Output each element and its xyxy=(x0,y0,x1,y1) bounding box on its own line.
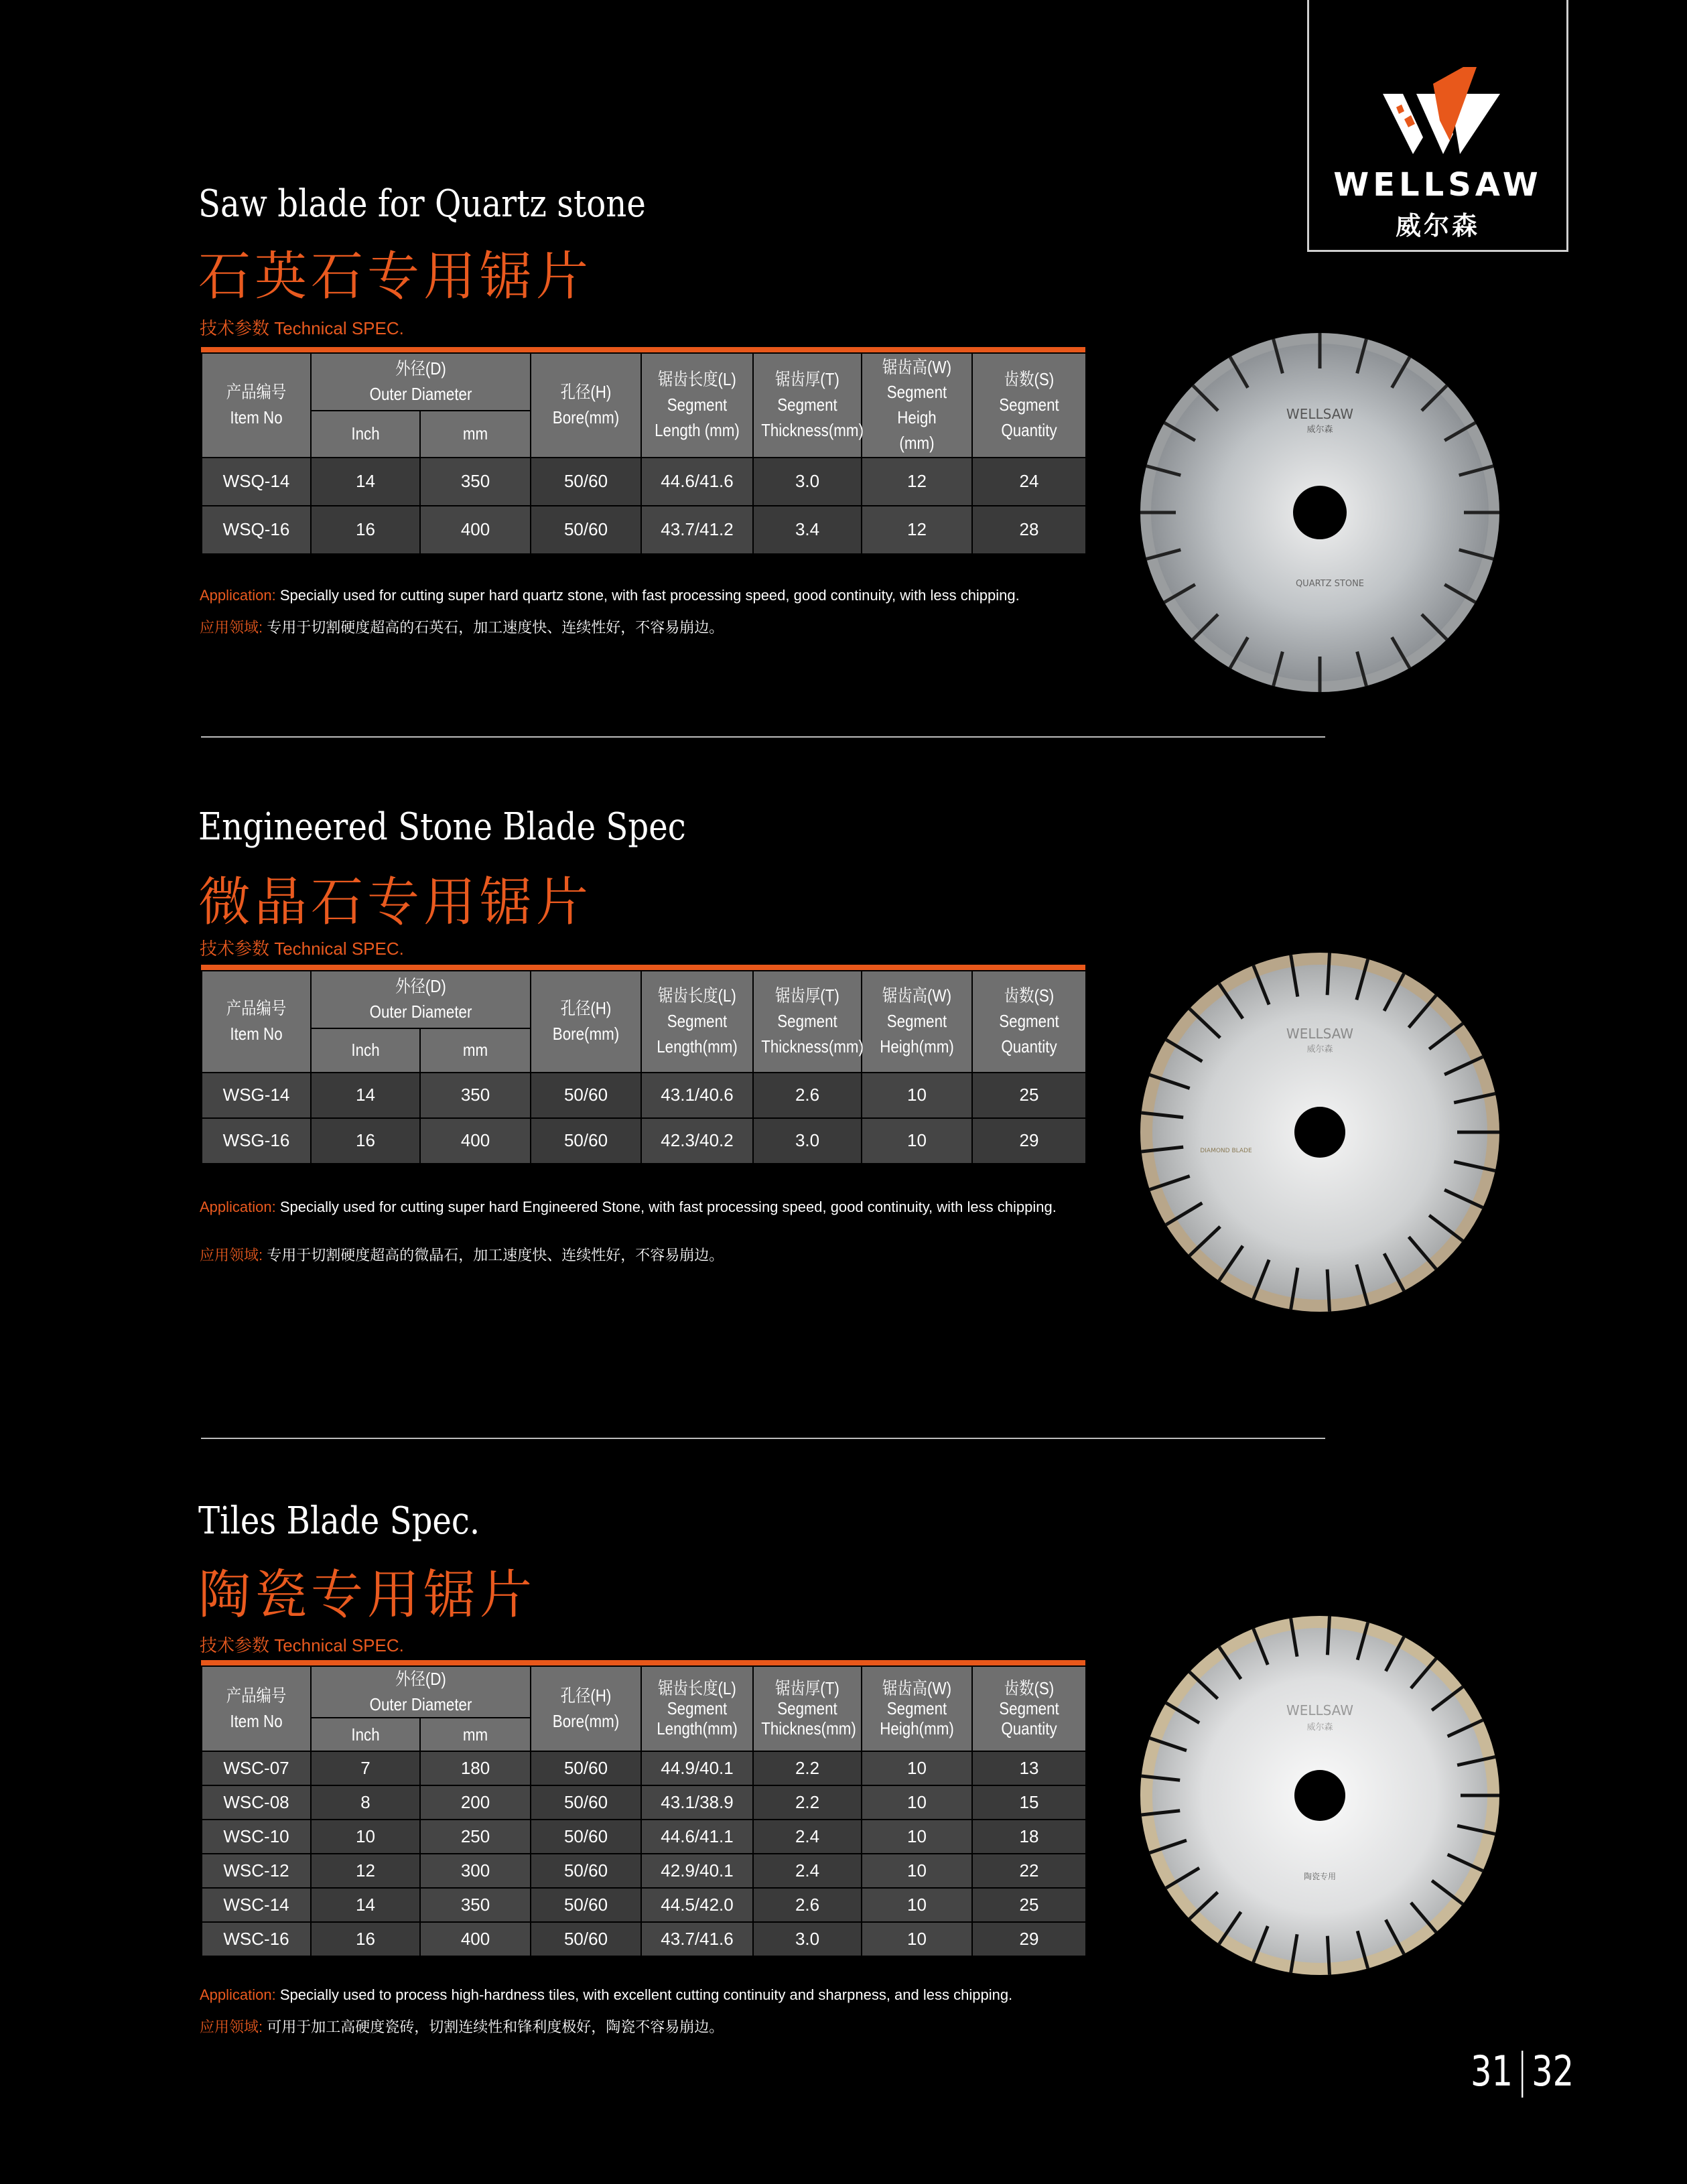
cell-thickness: 3.0 xyxy=(753,1118,862,1164)
header-segment-height: 锯齿高(W) Segment Heigh(mm) xyxy=(862,971,972,1073)
cell-item-no: WSC-07 xyxy=(202,1751,311,1785)
cell-mm: 350 xyxy=(420,458,531,506)
header-inch: Inch xyxy=(311,1028,420,1073)
header-segment-quantity: 齿数(S) Segment Quantity xyxy=(972,1666,1086,1751)
header-outer-diameter: 外径(D) Outer Diameter xyxy=(311,353,531,411)
section-title-en: Tiles Blade Spec. xyxy=(198,1499,480,1543)
cell-bore: 50/60 xyxy=(531,1751,641,1785)
cell-mm: 300 xyxy=(420,1854,531,1888)
brand-name-cn: 威尔森 xyxy=(1395,211,1480,241)
cell-item-no: WSC-14 xyxy=(202,1888,311,1922)
quartz-saw-blade-image xyxy=(1139,332,1501,693)
blade-brand-cn: 威尔森 xyxy=(1306,425,1333,435)
cell-length: 42.9/40.1 xyxy=(641,1854,753,1888)
cell-inch: 14 xyxy=(311,1888,420,1922)
header-mm: mm xyxy=(420,1718,531,1751)
blade-segment-slot xyxy=(1327,1270,1329,1312)
section-title-cn: 微晶石专用锯片 xyxy=(198,872,593,933)
header-segment-length: 锯齿长度(L) Segment Length(mm) xyxy=(641,1666,753,1751)
cell-thickness: 3.0 xyxy=(753,458,862,506)
cell-length: 43.7/41.2 xyxy=(641,506,753,554)
wellsaw-logo-icon xyxy=(1376,60,1503,161)
cell-height: 10 xyxy=(862,1118,972,1164)
page-number-right: 32 xyxy=(1532,2047,1574,2096)
table-row xyxy=(202,1751,1086,1785)
header-bore: 孔径(H) Bore(mm) xyxy=(531,971,641,1073)
application-en: Application: Specially used for cutting super hard quartz stone, with fast processing speed, good continuity, with less chipping. xyxy=(200,587,1020,604)
page-number-left: 31 xyxy=(1471,2047,1513,2096)
cell-quantity: 18 xyxy=(972,1820,1086,1854)
spec-table-quartz xyxy=(201,347,1085,555)
cell-inch: 16 xyxy=(311,1118,420,1164)
header-segment-length: 锯齿长度(L) Segment Length (mm) xyxy=(641,353,753,458)
cell-length: 44.6/41.1 xyxy=(641,1820,753,1854)
cell-inch: 7 xyxy=(311,1751,420,1785)
cell-quantity: 13 xyxy=(972,1751,1086,1785)
spec-label: 技术参数 Technical SPEC. xyxy=(200,318,404,338)
cell-length: 44.9/40.1 xyxy=(641,1751,753,1785)
cell-mm: 400 xyxy=(420,1118,531,1164)
header-segment-height: 锯齿高(W) Segment Heigh (mm) xyxy=(862,353,972,458)
brand-logo xyxy=(1307,0,1568,252)
blade-segment-slot xyxy=(1327,1936,1329,1975)
table-row xyxy=(202,506,1086,554)
cell-height: 10 xyxy=(862,1820,972,1854)
blade-brand: WELLSAW xyxy=(1286,1702,1354,1718)
header-item-no: 产品编号 Item No xyxy=(202,353,311,458)
cell-item-no: WSG-14 xyxy=(202,1073,311,1118)
cell-inch: 10 xyxy=(311,1820,420,1854)
application-cn: 应用领域: 专用于切割硬度超高的石英石，加工速度快、连续性好，不容易崩边。 xyxy=(200,619,724,636)
application-en: Application: Specially used to process high-hardness tiles, with excellent cutting continuity and sharpness, and less chipping. xyxy=(200,1986,1013,2003)
cell-height: 12 xyxy=(862,458,972,506)
table-row xyxy=(202,1854,1086,1888)
cell-thickness: 3.4 xyxy=(753,506,862,554)
cell-bore: 50/60 xyxy=(531,1820,641,1854)
header-mm: mm xyxy=(420,411,531,458)
cell-thickness: 2.2 xyxy=(753,1751,862,1785)
header-inch: Inch xyxy=(311,1718,420,1751)
cell-inch: 8 xyxy=(311,1785,420,1820)
table-row xyxy=(202,1922,1086,1956)
table-row xyxy=(202,1073,1086,1118)
cell-height: 10 xyxy=(862,1785,972,1820)
blade-brand: WELLSAW xyxy=(1286,1026,1354,1042)
cell-height: 10 xyxy=(862,1073,972,1118)
cell-quantity: 29 xyxy=(972,1118,1086,1164)
section-title-cn: 石英石专用锯片 xyxy=(198,247,593,307)
cell-mm: 200 xyxy=(420,1785,531,1820)
cell-height: 10 xyxy=(862,1888,972,1922)
cell-length: 43.1/38.9 xyxy=(641,1785,753,1820)
cell-mm: 350 xyxy=(420,1888,531,1922)
cell-item-no: WSG-16 xyxy=(202,1118,311,1164)
section-title-en: Saw blade for Quartz stone xyxy=(198,182,646,226)
header-bore: 孔径(H) Bore(mm) xyxy=(531,353,641,458)
header-outer-diameter: 外径(D) Outer Diameter xyxy=(311,971,531,1028)
blade-type: 陶瓷专用 xyxy=(1303,1872,1337,1881)
cell-thickness: 3.0 xyxy=(753,1922,862,1956)
header-segment-length: 锯齿长度(L) Segment Length(mm) xyxy=(641,971,753,1073)
cell-inch: 14 xyxy=(311,458,420,506)
blade-brand: WELLSAW xyxy=(1286,406,1354,422)
blade-brand-cn: 威尔森 xyxy=(1306,1044,1333,1054)
cell-height: 10 xyxy=(862,1854,972,1888)
cell-quantity: 15 xyxy=(972,1785,1086,1820)
cell-inch: 12 xyxy=(311,1854,420,1888)
blade-type: QUARTZ STONE xyxy=(1295,579,1365,589)
cell-quantity: 25 xyxy=(972,1073,1086,1118)
header-segment-thickness: 锯齿厚(T) Segment Thicknes(mm) xyxy=(753,1666,862,1751)
cell-item-no: WSC-16 xyxy=(202,1922,311,1956)
cell-item-no: WSC-10 xyxy=(202,1820,311,1854)
cell-length: 44.5/42.0 xyxy=(641,1888,753,1922)
cell-thickness: 2.2 xyxy=(753,1785,862,1820)
table-row xyxy=(202,1118,1086,1164)
section-title-cn: 陶瓷专用锯片 xyxy=(198,1565,537,1625)
header-inch: Inch xyxy=(311,411,420,458)
cell-inch: 16 xyxy=(311,1922,420,1956)
header-segment-thickness: 锯齿厚(T) Segment Thickness(mm) xyxy=(753,353,862,458)
cell-height: 12 xyxy=(862,506,972,554)
section-divider xyxy=(201,736,1325,738)
cell-thickness: 2.4 xyxy=(753,1854,862,1888)
cell-mm: 250 xyxy=(420,1820,531,1854)
section-title-en: Engineered Stone Blade Spec xyxy=(198,805,686,849)
header-segment-thickness: 锯齿厚(T) Segment Thickness(mm) xyxy=(753,971,862,1073)
cell-length: 42.3/40.2 xyxy=(641,1118,753,1164)
engineered-stone-saw-blade-image xyxy=(1139,951,1501,1313)
page-number xyxy=(1471,2047,1574,2098)
cell-quantity: 29 xyxy=(972,1922,1086,1956)
table-row xyxy=(202,1888,1086,1922)
cell-thickness: 2.6 xyxy=(753,1888,862,1922)
application-cn: 应用领域: 可用于加工高硬度瓷砖，切割连续性和锋利度极好，陶瓷不容易崩边。 xyxy=(200,2019,724,2035)
cell-mm: 180 xyxy=(420,1751,531,1785)
header-segment-height: 锯齿高(W) Segment Heigh(mm) xyxy=(862,1666,972,1751)
header-bore: 孔径(H) Bore(mm) xyxy=(531,1666,641,1751)
blade-segment-slot xyxy=(1327,1616,1329,1655)
cell-inch: 14 xyxy=(311,1073,420,1118)
header-item-no: 产品编号 Item No xyxy=(202,971,311,1073)
cell-length: 43.1/40.6 xyxy=(641,1073,753,1118)
cell-bore: 50/60 xyxy=(531,1785,641,1820)
cell-quantity: 22 xyxy=(972,1854,1086,1888)
cell-height: 10 xyxy=(862,1922,972,1956)
tiles-saw-blade-image xyxy=(1139,1615,1501,1976)
cell-quantity: 24 xyxy=(972,458,1086,506)
cell-bore: 50/60 xyxy=(531,458,641,506)
table-row xyxy=(202,1820,1086,1854)
cell-item-no: WSQ-16 xyxy=(202,506,311,554)
blade-type: DIAMOND BLADE xyxy=(1200,1148,1252,1154)
blade-segment-slot xyxy=(1327,953,1329,995)
spec-label: 技术参数 Technical SPEC. xyxy=(200,1635,404,1655)
spec-label: 技术参数 Technical SPEC. xyxy=(200,939,404,959)
cell-bore: 50/60 xyxy=(531,1073,641,1118)
cell-quantity: 25 xyxy=(972,1888,1086,1922)
cell-bore: 50/60 xyxy=(531,1922,641,1956)
cell-mm: 350 xyxy=(420,1073,531,1118)
cell-bore: 50/60 xyxy=(531,1118,641,1164)
header-segment-quantity: 齿数(S) Segment Quantity xyxy=(972,353,1086,458)
header-outer-diameter: 外径(D) Outer Diameter xyxy=(311,1666,531,1718)
cell-bore: 50/60 xyxy=(531,1854,641,1888)
blade-brand-cn: 威尔森 xyxy=(1306,1722,1333,1732)
cell-bore: 50/60 xyxy=(531,1888,641,1922)
cell-item-no: WSC-08 xyxy=(202,1785,311,1820)
spec-table-tiles xyxy=(201,1660,1085,1957)
cell-length: 44.6/41.6 xyxy=(641,458,753,506)
cell-item-no: WSC-12 xyxy=(202,1854,311,1888)
cell-quantity: 28 xyxy=(972,506,1086,554)
cell-bore: 50/60 xyxy=(531,506,641,554)
cell-inch: 16 xyxy=(311,506,420,554)
table-row xyxy=(202,458,1086,506)
spec-table-engineered xyxy=(201,965,1085,1164)
cell-length: 43.7/41.6 xyxy=(641,1922,753,1956)
section-divider xyxy=(201,1438,1325,1439)
page-separator xyxy=(1522,2051,1523,2098)
cell-height: 10 xyxy=(862,1751,972,1785)
table-row xyxy=(202,1785,1086,1820)
cell-thickness: 2.4 xyxy=(753,1820,862,1854)
application-en: Application: Specially used for cutting super hard Engineered Stone, with fast processing speed, good continuity, with less chipping. xyxy=(200,1199,1057,1215)
cell-thickness: 2.6 xyxy=(753,1073,862,1118)
cell-item-no: WSQ-14 xyxy=(202,458,311,506)
header-mm: mm xyxy=(420,1028,531,1073)
brand-name-en: WELLSAW xyxy=(1333,166,1542,204)
header-item-no: 产品编号 Item No xyxy=(202,1666,311,1751)
header-segment-quantity: 齿数(S) Segment Quantity xyxy=(972,971,1086,1073)
application-cn: 应用领域: 专用于切割硬度超高的微晶石，加工速度快、连续性好，不容易崩边。 xyxy=(200,1247,724,1264)
cell-mm: 400 xyxy=(420,506,531,554)
cell-mm: 400 xyxy=(420,1922,531,1956)
